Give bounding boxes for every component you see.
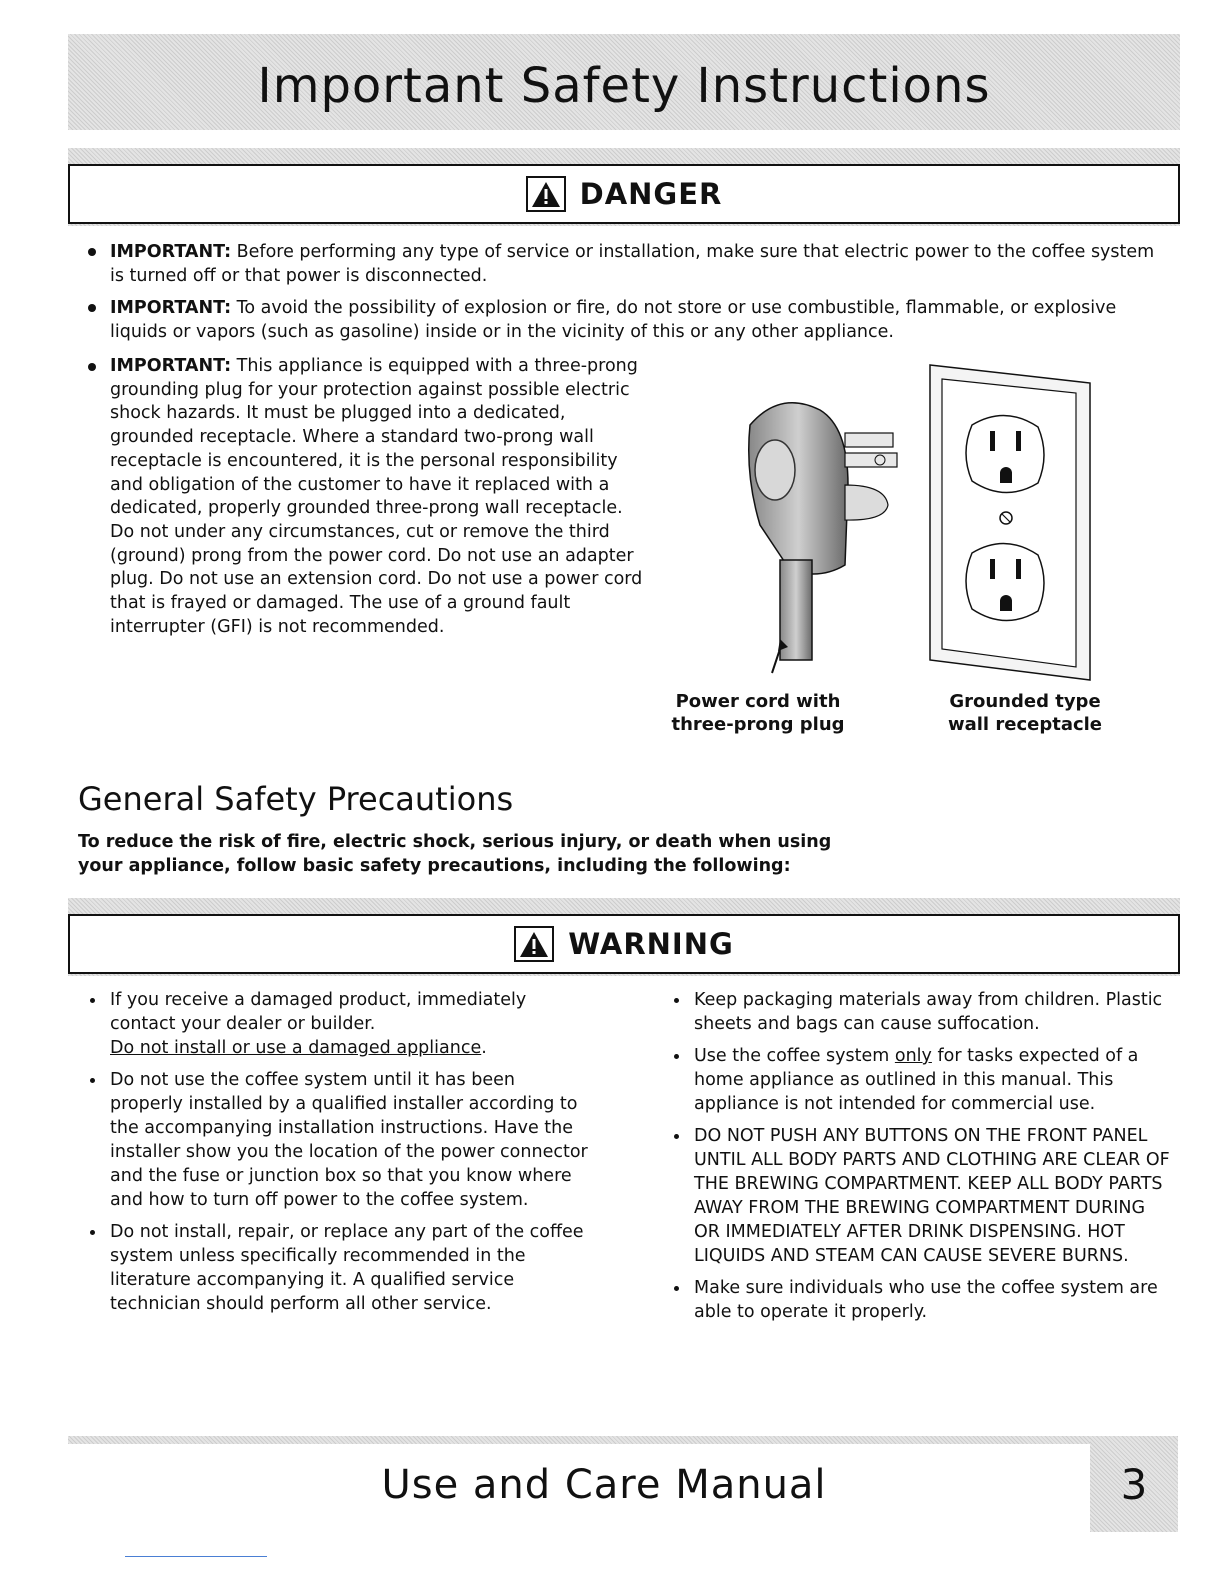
warning-item: DO NOT PUSH ANY BUTTONS ON THE FRONT PANEL UNTIL ALL BODY PARTS AND CLOTHING ARE CLEAR OF THE BREWING COMPARTMENT. KEEP ALL BODY PARTS AWAY FROM THE BREWING COMPARTMENT DURING OR IMMEDIATELY AFTER DRINK DISPENSING. HOT LIQUIDS AND STEAM CAN CAUSE SEVERE BURNS.: [672, 1124, 1172, 1268]
page-title: Important Safety Instructions: [257, 58, 991, 114]
footer-title: Use and Care Manual: [381, 1462, 827, 1508]
warning-box: [68, 914, 1180, 974]
title-band: [68, 34, 1180, 130]
danger-band: [68, 148, 1180, 226]
wall-receptacle-icon: [930, 365, 1090, 680]
warning-list-right: [672, 988, 1172, 1332]
warning-triangle-icon: [514, 926, 554, 962]
danger-item-grounding: [110, 355, 650, 639]
danger-label: DANGER: [579, 177, 723, 211]
section-title: General Safety Precautions: [78, 780, 514, 818]
danger-item-lead: IMPORTANT:: [110, 298, 232, 318]
intro-line: To reduce the risk of fire, electric shock, serious injury, or death when using: [78, 832, 832, 852]
danger-item-lead: IMPORTANT:: [110, 356, 232, 376]
warning-item-text: Use the coffee system: [694, 1046, 890, 1066]
danger-item-text: To avoid the possibility of explosion or fire, do not store or use combustible, flammable, or explosive liquids or vapors (such as gasoline) inside or in the vicinity of this or any other appliance.: [110, 298, 1117, 342]
divider: [125, 1556, 267, 1557]
three-prong-plug-icon: [749, 403, 897, 673]
receptacle-caption-line: Grounded type: [949, 691, 1101, 712]
receptacle-caption-line: wall receptacle: [947, 714, 1103, 735]
footer-rule: [68, 1436, 1092, 1444]
danger-item-lead: IMPORTANT:: [110, 242, 232, 262]
warning-item-text: If you receive a damaged product, immediately contact your dealer or builder.: [110, 990, 527, 1034]
receptacle-caption: [920, 690, 1130, 736]
bullet-dot: [88, 363, 96, 371]
warning-triangle-icon: [526, 176, 566, 212]
warning-label: WARNING: [568, 927, 734, 961]
plug-caption-line: three-prong plug: [671, 714, 845, 735]
warning-item: Do not install, repair, or replace any part of the coffee system unless specifically recommended in the literature accompanying it. A qualified service technician should perform all other service.: [88, 1220, 588, 1316]
warning-item-text: for tasks expected of a home appliance as outlined in this manual. This appliance is not intended for commercial use.: [694, 1046, 1139, 1114]
plug-caption-line: Power cord with: [675, 691, 841, 712]
warning-item-end: .: [481, 1038, 487, 1058]
danger-item: [88, 296, 1158, 344]
plug-caption: [650, 690, 866, 736]
page-number: 3: [1090, 1436, 1178, 1532]
warning-item: [672, 1044, 1172, 1116]
warning-item: Do not use the coffee system until it has been properly installed by a qualified installer according to the accompanying installation instructions. Have the installer show you the location of the power connector and the fuse or junction box so that you know where and how to turn off power to the coffee system.: [88, 1068, 588, 1212]
danger-item-text: Before performing any type of service or installation, make sure that electric power to the coffee system is turned off or that power is disconnected.: [110, 242, 1155, 286]
warning-band: [68, 898, 1180, 976]
danger-item: [88, 240, 1158, 288]
danger-item-text: This appliance is equipped with a three-prong grounding plug for your protection against possible electric shock hazards. It must be plugged into a dedicated, grounded receptacle. Where a standard two-prong wall receptacle is encountered, it is the personal responsibility and obligation of the customer to have it replaced with a dedicated, properly grounded three-prong wall receptacle. Do not under any circumstances, cut or remove the third (ground) prong from the power cord. Do not use an adapter plug. Do not use an extension cord. Do not use a power cord that is frayed or damaged. The use of a ground fault interrupter (GFI) is not recommended.: [110, 356, 643, 637]
warning-item: Keep packaging materials away from children. Plastic sheets and bags can cause suffocation.: [672, 988, 1172, 1036]
danger-list: [88, 240, 1158, 352]
warning-item: Make sure individuals who use the coffee system are able to operate it properly.: [672, 1276, 1172, 1324]
intro-line: your appliance, follow basic safety precautions, including the following:: [78, 856, 791, 876]
danger-box: [68, 164, 1180, 224]
warning-list-left: [88, 988, 588, 1324]
plug-receptacle-illustration: [720, 355, 1120, 695]
warning-item-underlined: Do not install or use a damaged appliance: [110, 1038, 482, 1058]
warning-item: [88, 988, 588, 1060]
warning-item-underlined: only: [894, 1046, 932, 1066]
section-intro: [78, 830, 978, 878]
